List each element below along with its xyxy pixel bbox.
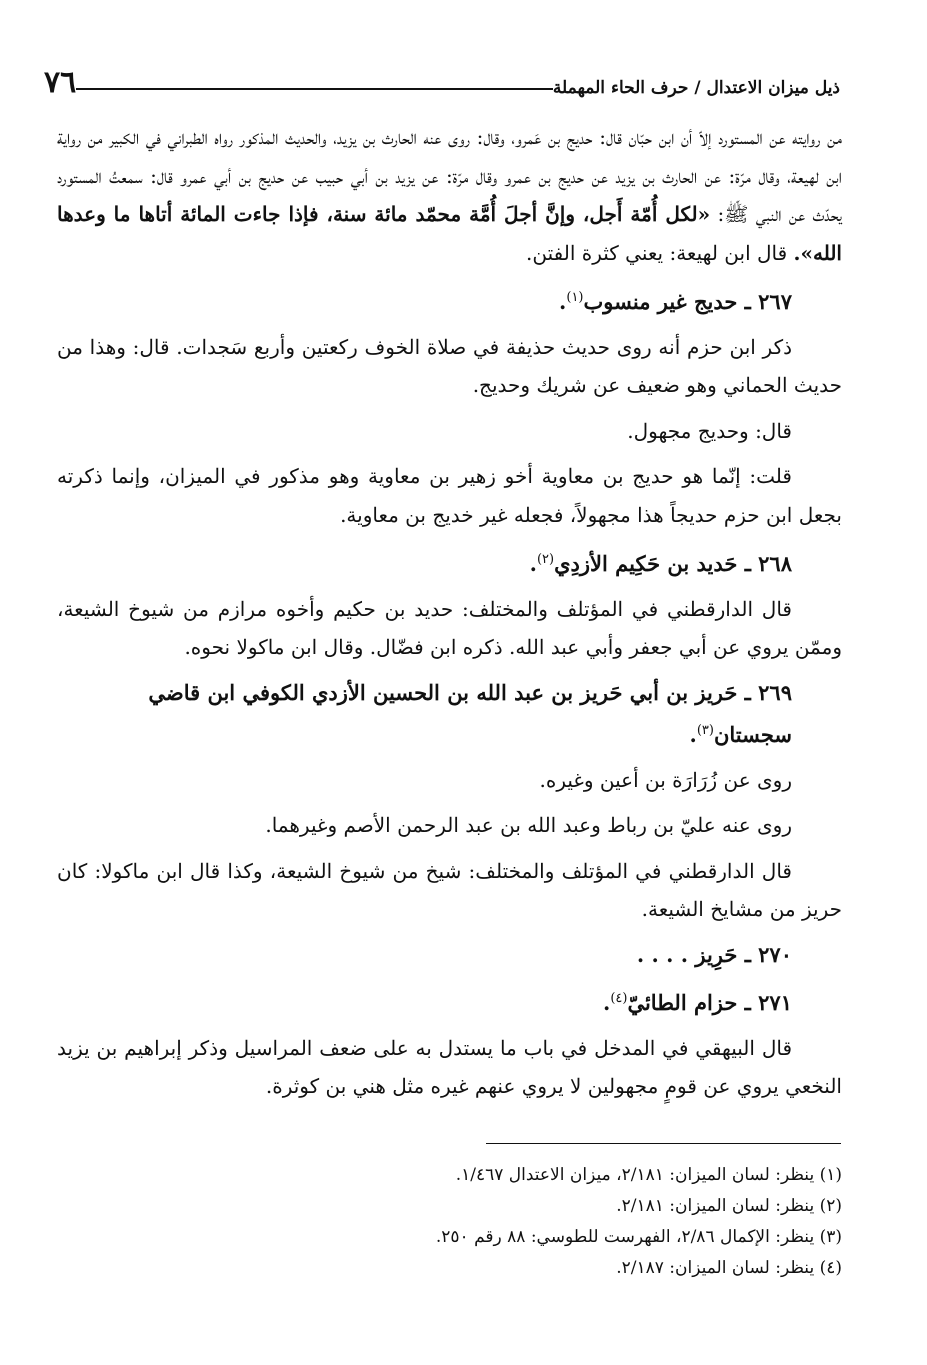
entry-heading-271: ٢٧١ ـ حزام الطائيّ$^{(٤)}$. — [603, 990, 792, 1015]
paragraph: قال البيهقي في المدخل في باب ما يستدل به على ضعف المراسيل وذكر إبراهيم بن يزيد النخعي يروي عن قومٍ مجهولين لا يروي عنهم غيره مثل هني بن كوثرة. — [57, 1035, 842, 1098]
paragraph-text: من روايته عن المستورد إلاّ أن ابن حبّان قال: حديج بن عَمرو، وقال: روى عنه الحارث بن يزيد، والحديث المذكور رواه الطبراني في الكبير من رواية ابن لهيعة، وقال مرّة: عن الحارث بن يزيد عن حديج بن عمرو وقال مرّة: عن يزيد بن أبي حبيب عن حديج بن أبي عمرو قال: سمعتُ المستورد يحدّث عن النبي ﷺ: — [57, 125, 842, 226]
footnotes — [57, 1160, 842, 1284]
footnote-separator — [486, 1143, 841, 1144]
paragraph: روى عنه عليّ بن رباط وعبد الله بن عبد الرحمن الأصم وغيرهما. — [265, 813, 792, 837]
paragraph-text: قال ابن لهيعة: يعني كثرة الفتن. — [526, 240, 788, 265]
paragraph: قال الدارقطني في المؤتلف والمختلف: حديد بن حكيم وأخوه مرازم من شيوخ الشيعة، وممّن يروي عن أبي جعفر وأبي عبد الله. ذكره ابن فضّال. وقال ابن ماكولا نحوه. — [57, 596, 842, 659]
running-title: ذيل ميزان الاعتدال / حرف الحاء المهملة — [552, 78, 840, 98]
main-text — [57, 118, 842, 1113]
paragraph: قلت: إنّما هو حديج بن معاوية أخو زهير بن معاوية وهو مذكور في الميزان، وإنما ذكرته بجعل ابن حزم حديجاً هذا مجهولاً، فجعله غير خديج بن معاوية. — [57, 464, 842, 527]
footnote-ref: (٤) — [610, 991, 628, 1006]
footnote: (١) ينظر: لسان الميزان: ٢/١٨١، ميزان الاعتدال ١/٤٦٧. — [455, 1165, 842, 1185]
paragraph: ذكر ابن حزم أنه روى حديث حذيفة في صلاة الخوف ركعتين وأربع سَجدات. قال: وهذا من حديث الحماني وهو ضعيف عن شريك وحديج. — [57, 334, 842, 397]
footnote-ref: (٢) — [536, 552, 555, 567]
paragraph: قال الدارقطني في المؤتلف والمختلف: شيخ من شيوخ الشيعة، وكذا قال ابن ماكولا: كان حريز من مشايخ الشيعة. — [57, 858, 842, 921]
page-number: ٧٦ — [44, 65, 77, 100]
paragraph: قال: وحديج مجهول. — [627, 418, 792, 443]
hadith-quote: «لكل أُمّة أَجل، وإنَّ أجلَ أُمَّة محمّد مائة سنة، فإذا جاءت المائة أتاها ما وعدها الله». — [57, 202, 842, 265]
entry-title: ٢٧١ ـ حزام الطائيّ — [627, 990, 792, 1015]
entry-title: ٢٦٧ ـ حديج غير منسوب — [583, 289, 792, 314]
footnote: (٢) ينظر: لسان الميزان: ٢/١٨١. — [616, 1196, 842, 1216]
footnote-ref: (٣) — [696, 723, 714, 738]
entry-title: ٢٦٨ ـ حَديد بن حَكِيم الأزدِي — [554, 551, 792, 576]
entry-heading-270: ٢٧٠ ـ حَرِيز . . . . — [636, 941, 792, 967]
footnote: (٤) ينظر: لسان الميزان: ٢/١٨٧. — [616, 1258, 842, 1278]
paragraph: روى عن زُرَارَة بن أعين وغيره. — [539, 767, 792, 792]
footnote-ref: (١) — [566, 290, 584, 305]
page-header — [30, 58, 848, 98]
entry-heading-267: ٢٦٧ ـ حديج غير منسوب$^{(١)}$. — [559, 289, 792, 314]
footnote: (٣) ينظر: الإكمال ٢/٨٦، الفهرست للطوسي: ٨٨ رقم ٢٥٠. — [435, 1227, 842, 1247]
entry-title: ٢٦٩ ـ حَريز بن أبي حَريز بن عبد الله بن الحسين الأزدي الكوفي ابن قاضي سجستان — [148, 679, 792, 747]
paragraph — [57, 118, 842, 272]
entry-heading-268: ٢٦٨ ـ حَديد بن حَكِيم الأزدِي$^{(٢)}$. — [529, 551, 792, 576]
entry-heading-269: ٢٦٩ ـ حَريز بن أبي حَريز بن عبد الله بن الحسين الأزدي الكوفي ابن قاضي سجستان$^{(٣)}$. — [148, 679, 792, 747]
header-rule — [76, 88, 553, 90]
